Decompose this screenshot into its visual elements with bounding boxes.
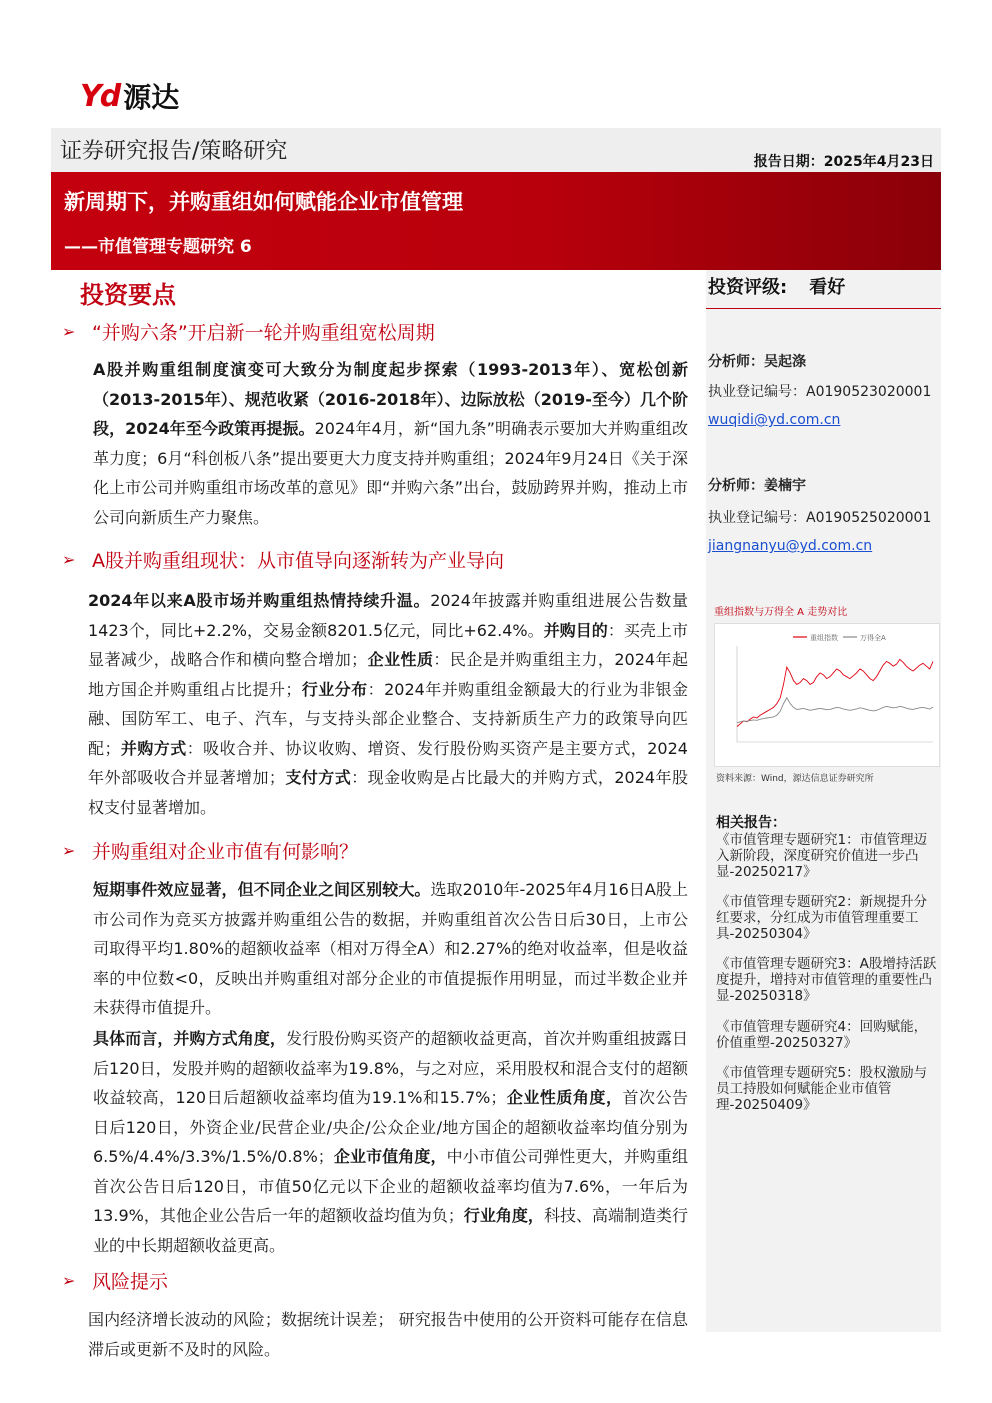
paragraph-3 xyxy=(93,875,688,1023)
p2-text-6: ：现金收购是占比最大的并购方式，2024年股权支付显著增加。 xyxy=(88,768,688,817)
p2-bold-4: 行业分布 xyxy=(301,679,368,699)
chart-container xyxy=(714,623,940,767)
chart-svg xyxy=(715,624,939,766)
p4-text-1: 发行股份购买资产的超额收益更高，首次并购重组披露日后120日，发股并购的超额收益率为19.8%，与之对应，采用股权和混合支付的超额收益较高，120日后超额收益率均值为19.1%和15.7%； xyxy=(93,1029,688,1107)
paragraph-1 xyxy=(93,355,688,532)
logo-mark: Yd xyxy=(80,78,120,114)
arrow-icon: ➢ xyxy=(62,550,76,569)
rating-divider xyxy=(706,308,941,309)
analyst-2-name: 分析师：姜楠宇 xyxy=(708,478,806,494)
paragraph-2 xyxy=(88,586,688,822)
section-heading: 投资要点 xyxy=(80,281,176,309)
p2-text-1: 2024年披露并购重组进展公告数量1423个，同比+2.2%，交易金额8201.5亿元，同比+62.4%。 xyxy=(88,591,688,640)
rating-value: 看好 xyxy=(809,277,846,298)
chart-source: 资料来源：Wind，源达信息证券研究所 xyxy=(716,774,874,784)
analyst-2-email[interactable]: jiangnanyu@yd.com.cn xyxy=(708,538,873,554)
p2-bold-1: 2024年以来A股市场并购重组热情持续升温。 xyxy=(88,591,431,610)
report-title: 新周期下，并购重组如何赋能企业市值管理 xyxy=(64,190,463,214)
p4-text-4: 科技、高端制造类行业的中长期超额收益更高。 xyxy=(93,1206,688,1255)
p2-bold-3: 企业性质 xyxy=(367,650,434,669)
sidebar xyxy=(706,270,941,1332)
rating xyxy=(708,273,845,299)
p1-text: 2024年4月，新“国九条”明确表示要加大并购重组改革力度；6月“科创板八条”提出要更大力度支持并购重组；2024年9月24日《关于深化上市公司并购重组市场改革的意见》即“并购六条”出台，鼓励跨界并购，推动上市公司向新质生产力聚焦。 xyxy=(93,419,688,527)
analyst-1-reg: 执业登记编号：A0190523020001 xyxy=(708,384,932,400)
p3-bold: 短期事件效应显著，但不同企业之间区别较大。 xyxy=(93,880,431,899)
paragraph-5: 国内经济增长波动的风险；数据统计误差； 研究报告中使用的公开资料可能存在信息滞后或更新不及时的风险。 xyxy=(88,1310,688,1359)
p1-bold: A股并购重组制度演变可大致分为制度起步探索（1993-2013年）、宽松创新（2013-2015年）、规范收紧（2016-2018年）、边际放松（2019-至今）几个阶段，2024年至今政策再提振。 xyxy=(93,360,688,438)
logo-text: 源达 xyxy=(123,81,180,114)
bullet-heading-4 xyxy=(62,1267,168,1294)
report-type: 证券研究报告/策略研究 xyxy=(60,139,288,164)
related-report-1[interactable]: 《市值管理专题研究1：市值管理迈入新阶段，深度研究价值进一步凸显-20250217》 xyxy=(716,832,928,880)
p4-bold-4: 行业角度， xyxy=(463,1206,544,1225)
analyst-1-email[interactable]: wuqidi@yd.com.cn xyxy=(708,412,841,428)
arrow-icon: ➢ xyxy=(62,322,76,341)
bullet-heading-2 xyxy=(62,546,504,573)
rating-label: 投资评级: xyxy=(708,277,788,298)
report-subtitle: ——市值管理专题研究 6 xyxy=(64,237,252,257)
p2-bold-6: 支付方式 xyxy=(284,768,352,787)
related-heading: 相关报告： xyxy=(716,815,786,831)
p2-text-3: ：民企是并购重组主力，2024年起地方国企并购重组占比提升； xyxy=(88,650,688,699)
p2-bold-2: 并购目的 xyxy=(543,620,608,640)
p2-text-4: ：2024年并购重组金额最大的行业为非银金融、国防军工、电子、汽车，与支持头部企业整合、支持新质生产力的政策导向匹配； xyxy=(88,679,688,758)
p4-text-3: 中小市值公司弹性更大，并购重组首次公告日后120日，市值50亿元以下企业的超额收益率均值为7.6%，一年后为13.9%，其他企业公告后一年的超额收益均值为负； xyxy=(93,1147,688,1225)
p4-bold-1: 具体而言，并购方式角度， xyxy=(93,1029,286,1048)
related-report-5[interactable]: 《市值管理专题研究5：股权激励与员工持股如何赋能企业市值管理-20250409》 xyxy=(716,1065,928,1113)
bullet-text: “并购六条”开启新一轮并购重组宽松周期 xyxy=(92,322,435,344)
bullet-heading-3 xyxy=(62,837,358,864)
p2-bold-5: 并购方式 xyxy=(120,738,187,758)
p2-text-5: ：吸收合并、协议收购、增资、发行股份购买资产是主要方式，2024年外部吸收合并显著增加； xyxy=(88,738,688,787)
p4-text-2: 首次公告日后120日，外资企业/民营企业/央企/公众企业/地方国企的超额收益率均值分别为6.5%/4.4%/3.3%/1.5%/0.8%； xyxy=(93,1088,688,1166)
bullet-heading-1 xyxy=(62,318,435,345)
related-report-3[interactable]: 《市值管理专题研究3：A股增持活跃度提升，增持对市值管理的重要性凸显-20250318》 xyxy=(716,956,937,1004)
chart-title: 重组指数与万得全 A 走势对比 xyxy=(714,607,848,618)
p2-text-2: ：买壳上市显著减少，战略合作和横向整合增加； xyxy=(88,620,688,669)
bullet-text: 并购重组对企业市值有何影响？ xyxy=(92,841,359,863)
p4-bold-2: 企业性质角度， xyxy=(506,1088,623,1107)
bullet-text: A股并购重组现状：从市值导向逐渐转为产业导向 xyxy=(92,550,504,572)
analyst-2-reg: 执业登记编号：A0190525020001 xyxy=(708,510,932,526)
series-line-1 xyxy=(737,659,933,726)
p3-text: 选取2010年-2025年4月16日A股上市公司作为竞买方披露并购重组公告的数据，并购重组首次公告日后30日，上市公司取得平均1.80%的超额收益率（相对万得全A）和2.27%的绝对收益率，但是收益率的中位数<0，反映出并购重组对部分企业的市值提振作用明显，而过半数企业并未获得市值提升。 xyxy=(93,880,688,1017)
p4-bold-3: 企业市值角度， xyxy=(333,1147,447,1166)
related-report-4[interactable]: 《市值管理专题研究4：回购赋能，价值重塑-20250327》 xyxy=(716,1019,928,1051)
logo xyxy=(80,76,179,116)
arrow-icon: ➢ xyxy=(62,841,76,860)
paragraph-4 xyxy=(93,1024,688,1260)
arrow-icon: ➢ xyxy=(62,1271,76,1290)
related-report-2[interactable]: 《市值管理专题研究2：新规提升分红要求，分红成为市值管理重要工具-20250304》 xyxy=(716,894,928,942)
legend-label-1: 重组指数 xyxy=(810,634,838,642)
bullet-text: 风险提示 xyxy=(92,1271,169,1293)
report-date: 报告日期：2025年4月23日 xyxy=(753,154,934,170)
analyst-1-name: 分析师：吴起涤 xyxy=(708,354,806,370)
legend-label-2: 万得全A xyxy=(860,634,886,642)
series-line-2 xyxy=(737,698,933,723)
